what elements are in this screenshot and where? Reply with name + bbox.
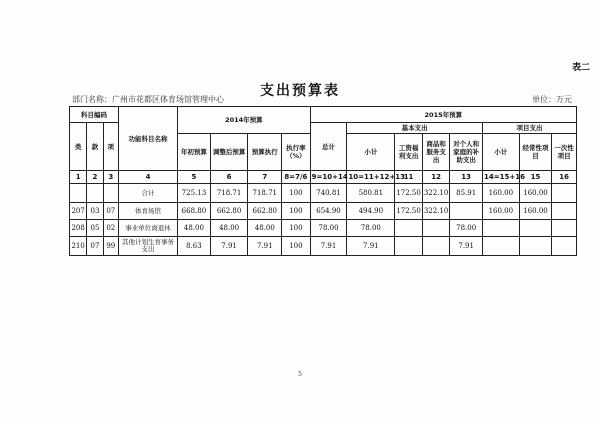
cell-initial: 8.63: [178, 237, 211, 256]
table-row: [70, 203, 577, 220]
kuan-header: 款: [87, 123, 103, 171]
table-number: 表二: [571, 63, 590, 73]
cell-goods: 322.10: [422, 203, 450, 220]
index-cell: 13: [450, 171, 483, 184]
cell-personal: 78.00: [450, 220, 483, 237]
cell-adjusted: 718.71: [210, 184, 248, 203]
table-row: [70, 220, 577, 237]
cell-xiang: 07: [103, 203, 118, 220]
index-cell: 4: [118, 171, 177, 184]
cell-name: 合计: [118, 184, 177, 203]
index-cell: 8=7/6: [282, 171, 311, 184]
cell-recurring: 160.00: [519, 184, 552, 203]
cell-onetime: [552, 220, 577, 237]
cell-goods: [422, 237, 450, 256]
cell-proj_subtotal: 160.00: [482, 203, 519, 220]
cell-xiang: 99: [103, 237, 118, 256]
personal-subsidy-header: 对个人和家庭的补助支出: [450, 134, 483, 171]
unit-label: 单位：万元: [532, 95, 572, 104]
cell-total: 7.91: [310, 237, 347, 256]
cell-rate: 100: [282, 237, 311, 256]
index-cell: 5: [178, 171, 211, 184]
index-cell: 9=10+14: [310, 171, 347, 184]
cell-subtotal: 7.91: [347, 237, 395, 256]
cell-salary: [395, 237, 423, 256]
index-cell: 12: [422, 171, 450, 184]
table-row: [70, 184, 577, 203]
cell-executed: 662.80: [248, 203, 282, 220]
index-cell: 14=15+16: [482, 171, 519, 184]
cell-goods: [422, 220, 450, 237]
recurring-project-header: 经常性项目: [519, 134, 552, 171]
cell-recurring: [519, 237, 552, 256]
index-cell: 3: [103, 171, 118, 184]
subject-code-header: 科目编码: [70, 107, 119, 123]
department-name: 部门名称：广州市花都区体育场馆管理中心: [72, 95, 224, 104]
cell-lei: 210: [70, 237, 87, 256]
cell-lei: 207: [70, 203, 87, 220]
cell-rate: 100: [282, 184, 311, 203]
cell-lei: 208: [70, 220, 87, 237]
table-row: [70, 237, 577, 256]
function-name-header: 功能科目名称: [118, 107, 177, 171]
index-cell: 11: [395, 171, 423, 184]
cell-lei: [70, 184, 87, 203]
index-row: [70, 171, 577, 184]
cell-executed: 7.91: [248, 237, 282, 256]
budget-2014-header: 2014年预算: [178, 107, 311, 134]
index-cell: 6: [210, 171, 248, 184]
goods-services-header: 商品和服务支出: [422, 134, 450, 171]
cell-rate: 100: [282, 203, 311, 220]
cell-proj_subtotal: 160.00: [482, 184, 519, 203]
cell-kuan: [87, 184, 103, 203]
cell-total: 654.90: [310, 203, 347, 220]
budget-table: [69, 106, 577, 256]
index-cell: 1: [70, 171, 87, 184]
cell-recurring: [519, 220, 552, 237]
initial-budget-header: 年初预算: [178, 134, 211, 171]
cell-executed: 48.00: [248, 220, 282, 237]
project-expense-header: 项目支出: [482, 123, 576, 134]
cell-proj_subtotal: [482, 220, 519, 237]
lei-header: 类: [70, 123, 87, 171]
xiang-header: 项: [103, 123, 118, 171]
header-row-1: [70, 107, 577, 123]
cell-proj_subtotal: [482, 237, 519, 256]
cell-rate: 100: [282, 220, 311, 237]
basic-subtotal-header: 小计: [347, 134, 395, 171]
cell-personal: 7.91: [450, 237, 483, 256]
cell-recurring: 160.00: [519, 203, 552, 220]
index-cell: 7: [248, 171, 282, 184]
total-header: 总计: [310, 123, 347, 171]
index-cell: 16: [552, 171, 577, 184]
cell-adjusted: 662.80: [210, 203, 248, 220]
cell-subtotal: 580.81: [347, 184, 395, 203]
cell-subtotal: 78.00: [347, 220, 395, 237]
cell-salary: 172.50: [395, 184, 423, 203]
cell-kuan: 03: [87, 203, 103, 220]
cell-total: 740.81: [310, 184, 347, 203]
cell-kuan: 05: [87, 220, 103, 237]
page-number: 5: [298, 371, 302, 378]
cell-adjusted: 48.00: [210, 220, 248, 237]
cell-adjusted: 7.91: [210, 237, 248, 256]
index-cell: 2: [87, 171, 103, 184]
cell-xiang: [103, 184, 118, 203]
cell-executed: 718.71: [248, 184, 282, 203]
project-subtotal-header: 小计: [482, 134, 519, 171]
cell-onetime: [552, 237, 577, 256]
budget-2015-header: 2015年预算: [310, 107, 576, 123]
cell-onetime: [552, 184, 577, 203]
page-title: 支出预算表: [260, 83, 340, 99]
cell-onetime: [552, 203, 577, 220]
onetime-project-header: 一次性项目: [552, 134, 577, 171]
cell-goods: 322.10: [422, 184, 450, 203]
cell-salary: 172.50: [395, 203, 423, 220]
cell-xiang: 02: [103, 220, 118, 237]
cell-personal: [450, 203, 483, 220]
cell-total: 78.00: [310, 220, 347, 237]
exec-rate-header: 执行率（%）: [282, 134, 311, 171]
cell-initial: 725.13: [178, 184, 211, 203]
cell-initial: 668.80: [178, 203, 211, 220]
cell-name: 其他计划生育事务支出: [118, 237, 177, 256]
cell-initial: 48.00: [178, 220, 211, 237]
adjusted-budget-header: 调整后预算: [210, 134, 248, 171]
cell-name: 事业单位离退休: [118, 220, 177, 237]
cell-kuan: 07: [87, 237, 103, 256]
cell-salary: [395, 220, 423, 237]
cell-subtotal: 494.90: [347, 203, 395, 220]
basic-expense-header: 基本支出: [347, 123, 483, 134]
cell-name: 体育场馆: [118, 203, 177, 220]
cell-personal: 85.91: [450, 184, 483, 203]
salary-header: 工资福利支出: [395, 134, 423, 171]
index-cell: 10=11+12+13: [347, 171, 395, 184]
index-cell: 15: [519, 171, 552, 184]
executed-budget-header: 预算执行: [248, 134, 282, 171]
